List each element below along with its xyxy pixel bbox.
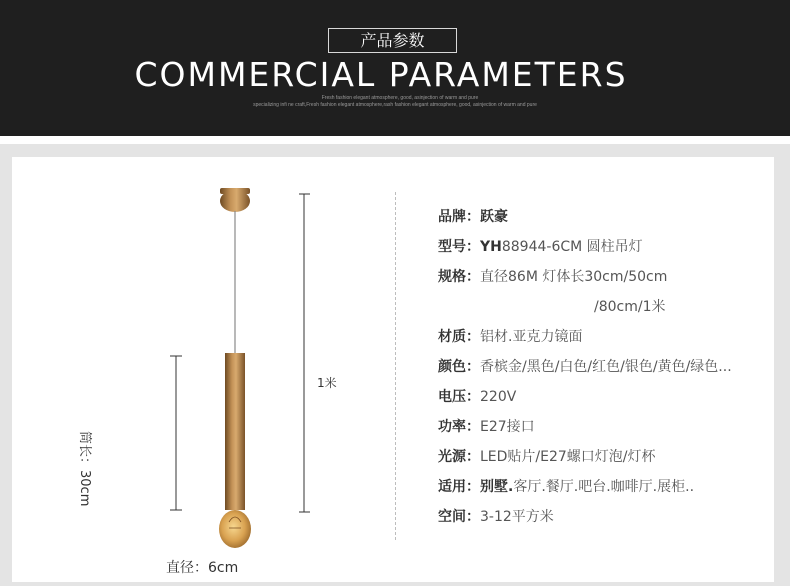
spec-key: 品牌： [438, 209, 480, 225]
canopy [220, 190, 250, 212]
spec-light-source [438, 444, 778, 474]
pendant-lamp-illustration [140, 36, 340, 556]
spec-value-bold: 别墅. [480, 479, 514, 495]
spec-value: 跃豪 [480, 209, 508, 225]
banner-subtitle-2: specializing infi ne craft,Fresh fashion elegant atmosphere,rash fashion elegant atmosphere, good, asinjection of warm and pure [253, 102, 537, 108]
spec-value: E27接口 [480, 419, 535, 435]
spec-key: 材质： [438, 329, 480, 345]
spec-key: 电压： [438, 389, 480, 405]
spec-value: 220V [480, 389, 517, 405]
spec-key: 颜色： [438, 359, 480, 375]
spec-material [438, 324, 778, 354]
tube-length-label: 筒长：30cm [77, 431, 92, 507]
tube [225, 353, 245, 510]
spec-key: 规格： [438, 269, 480, 285]
spec-key: 功率： [438, 419, 480, 435]
spec-key: 光源： [438, 449, 480, 465]
spec-key: 型号： [438, 239, 480, 255]
spec-usage [438, 474, 778, 504]
spec-value: LED贴片/E27螺口灯泡/灯杯 [480, 449, 656, 465]
banner-subtitle-1: Fresh fashion elegant atmosphere, good, asinjection of warm and pure [321, 95, 479, 101]
spec-color [438, 354, 778, 384]
header-banner [0, 0, 790, 136]
spec-value: 88944-6CM 圆柱吊灯 [501, 239, 643, 255]
spec-value: 铝材.亚克力镜面 [480, 329, 583, 345]
bulb [219, 510, 251, 548]
spec-model [438, 234, 778, 264]
banner-title-en: COMMERCIAL PARAMETERS [134, 55, 628, 94]
spec-list [438, 204, 778, 534]
spec-value: 直径86M 灯体长30cm/50cm [480, 269, 668, 285]
spec-size [438, 264, 778, 294]
spec-value: 香槟金/黑色/白色/红色/银色/黄色/绿色... [480, 359, 732, 375]
spec-key: 空间： [438, 509, 480, 525]
spec-power [438, 414, 778, 444]
spec-size-continued [438, 294, 778, 324]
spec-value: /80cm/1米 [594, 299, 666, 315]
spec-space [438, 504, 778, 534]
spec-brand [438, 204, 778, 234]
spec-value: 客厅.餐厅.吧台.咖啡厅.展柜.. [513, 479, 695, 495]
spec-voltage [438, 384, 778, 414]
banner-title-cn: 产品参数 [328, 28, 457, 53]
spec-value-bold: YH [480, 239, 502, 255]
spec-value: 3-12平方米 [480, 509, 554, 525]
spec-key: 适用： [438, 479, 480, 495]
divider-line [395, 192, 396, 540]
length-label: 1米 [317, 376, 337, 390]
diameter-label: 直径：6cm [166, 560, 239, 576]
